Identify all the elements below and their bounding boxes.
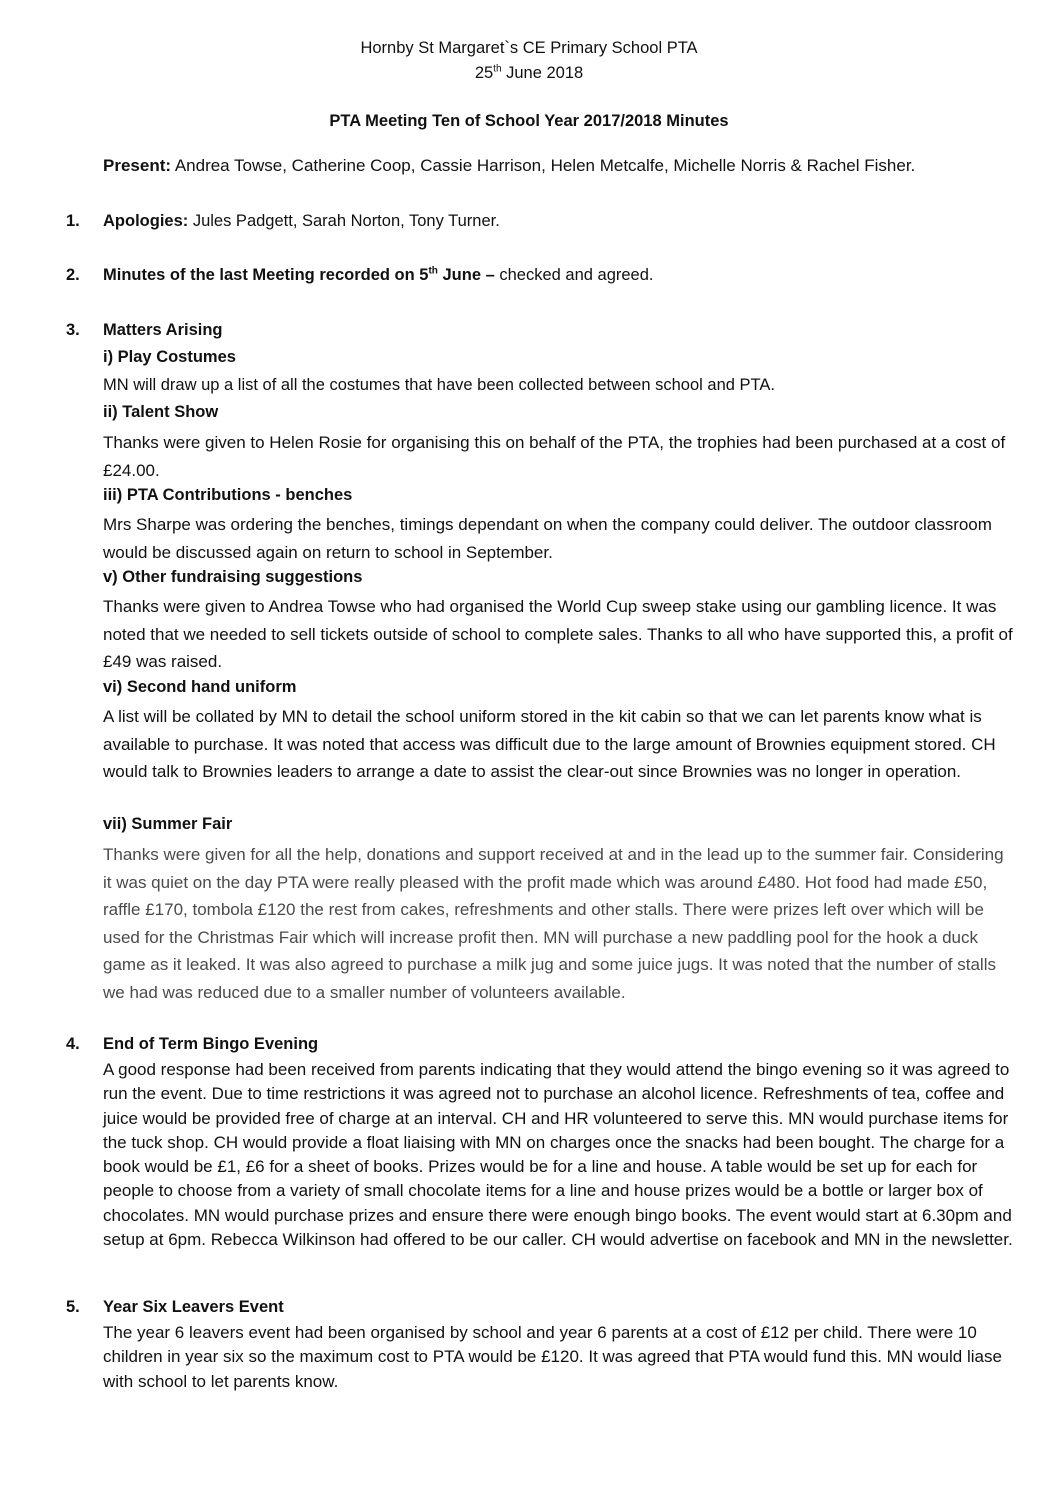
apologies-line: Apologies: Jules Padgett, Sarah Norton, Tony Turner. (103, 212, 500, 230)
play-costumes-heading: i) Play Costumes (103, 348, 236, 366)
matters-arising-heading: Matters Arising (103, 321, 223, 339)
benches-text: Mrs Sharpe was ordering the benches, timings dependant on when the company could deliver. The outdoor classroom would be discussed again on return to school in September. (103, 515, 992, 562)
bingo-heading: End of Term Bingo Evening (103, 1035, 319, 1053)
school-name: Hornby St Margaret`s CE Primary School PTA (360, 39, 698, 57)
present-line (103, 156, 915, 176)
uniform-heading: vi) Second hand uniform (103, 678, 297, 696)
item-number-5: 5. (66, 1298, 80, 1316)
talent-show-text: Thanks were given to Helen Rosie for organising this on behalf of the PTA, the trophies had been purchased at a cost of £24.00. (103, 433, 1006, 480)
summer-fair-heading: vii) Summer Fair (103, 815, 233, 833)
fundraising-text: Thanks were given to Andrea Towse who had organised the World Cup sweep stake using our gambling licence. It was noted that we needed to sell tickets outside of school to complete sales. Thanks to all who have supported this, a profit of £49 was raised. (103, 597, 1013, 671)
uniform-text: A list will be collated by MN to detail the school uniform stored in the kit cabin so that we can let parents know what is available to purchase. It was noted that access was difficult due to the large amount of Brownies equipment stored. CH would talk to Brownies leaders to arrange a date to assist the clear-out since Brownies was no longer in operation. (103, 707, 996, 781)
present-names: Andrea Towse, Catherine Coop, Cassie Harrison, Helen Metcalfe, Michelle Norris & Rachel Fisher. (171, 156, 916, 175)
leavers-heading: Year Six Leavers Event (103, 1298, 284, 1316)
item-number-3: 3. (66, 321, 80, 339)
talent-show-heading: ii) Talent Show (103, 403, 219, 421)
item-number-1: 1. (66, 212, 80, 230)
meeting-date: 25th June 2018 (474, 63, 584, 82)
leavers-text: The year 6 leavers event had been organised by school and year 6 parents at a cost of £12 per child. There were 10 children in year six so the maximum cost to PTA would be £120. It was agreed that PTA would fund this. MN would liase with school to let parents know. (103, 1323, 1002, 1391)
bingo-text: A good response had been received from parents indicating that they would attend the bingo evening so it was agreed to run the event. Due to time restrictions it was agreed not to purchase an alcohol licence. Refreshments of tea, coffee and juice would be provided free of charge at an interval. CH and HR volunteered to serve this. MN would purchase items for the tuck shop. CH would provide a float liaising with MN on charges once the snacks had been bought. The charge for a book would be £1, £6 for a sheet of books. Prizes would be for a line and house. A table would be set up for each for people to choose from a variety of small chocolate items for a line and house prizes would be a bottle or larger box of chocolates. MN would purchase prizes and ensure there were enough bingo books. The event would start at 6.30pm and setup at 6pm. Rebecca Wilkinson had offered to be our caller. CH would advertise on facebook and MN in the newsletter. (103, 1060, 1013, 1250)
item-number-2: 2. (66, 266, 80, 284)
minutes-line: Minutes of the last Meeting recorded on 5th June – checked and agreed. (103, 265, 654, 284)
summer-fair-text: Thanks were given for all the help, donations and support received at and in the lead up to the summer fair. Considering it was quiet on the day PTA were really pleased with the profit made which was around £480. Hot food had made £50, raffle £170, tombola £120 the rest from cakes, refreshments and other stalls. There were prizes left over which will be used for the Christmas Fair which will increase profit then. MN will purchase a new paddling pool for the hook a duck game as it leaked. It was also agreed to purchase a milk jug and some juice jugs. It was noted that the number of stalls we had was reduced due to a smaller number of volunteers available. (103, 845, 1004, 1002)
item-number-4: 4. (66, 1035, 80, 1053)
play-costumes-text: MN will draw up a list of all the costumes that have been collected between school and PTA. (103, 376, 775, 394)
page-title: PTA Meeting Ten of School Year 2017/2018 Minutes (329, 112, 729, 130)
fundraising-heading: v) Other fundraising suggestions (103, 568, 363, 586)
present-label: Present: (103, 156, 172, 175)
benches-heading: iii) PTA Contributions - benches (103, 486, 353, 504)
